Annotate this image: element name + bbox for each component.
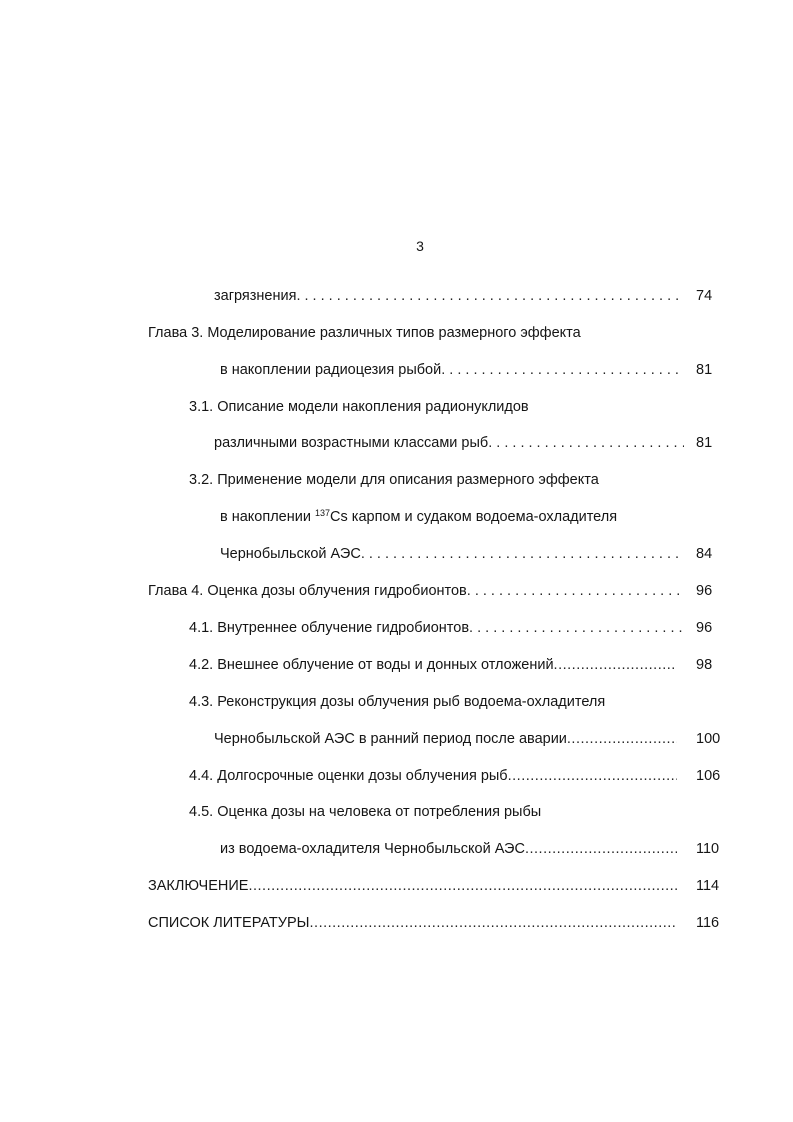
toc-chapter-heading[interactable]: Глава 3. Моделирование различных типов размерного эффекта — [148, 325, 581, 341]
dot-leader — [488, 433, 684, 453]
toc-entry-page: 96 — [696, 583, 713, 599]
toc-entry[interactable] — [148, 876, 677, 896]
toc-entry-page: 98 — [696, 657, 713, 673]
toc-entry-page: 96 — [696, 620, 713, 636]
dot-leader — [469, 618, 684, 638]
dot-leader — [567, 729, 677, 749]
toc-entry-page: 100 — [696, 731, 721, 747]
isotope-mass-number: 137 — [315, 508, 331, 518]
toc-entry-title: 4.4. Долгосрочные оценки дозы облучения рыб — [189, 768, 508, 784]
title-suffix: Cs карпом и судаком водоема-охладителя — [330, 509, 618, 525]
toc-entry[interactable] — [189, 766, 677, 786]
toc-entry-title: ЗАКЛЮЧЕНИЕ — [148, 878, 249, 894]
toc-entry-title: СПИСОК ЛИТЕРАТУРЫ — [148, 915, 310, 931]
toc-entry-page: 81 — [696, 362, 713, 378]
title-prefix: в накоплении — [220, 509, 315, 525]
toc-entry[interactable] — [220, 360, 684, 380]
dot-leader — [310, 913, 677, 933]
toc-entry-title: 4.1. Внутреннее облучение гидробионтов — [189, 620, 470, 636]
toc-entry[interactable] — [220, 839, 677, 859]
toc-entry-page: 84 — [696, 546, 713, 562]
toc-entry-page: 106 — [696, 768, 721, 784]
dot-leader — [525, 839, 677, 859]
dot-leader — [248, 876, 677, 896]
toc-entry-page: 74 — [696, 288, 713, 304]
toc-entry-title: загрязнения — [214, 288, 297, 304]
toc-entry-title: различными возрастными классами рыб — [214, 435, 489, 451]
toc-section-heading[interactable]: 3.2. Применение модели для описания размерного эффекта — [189, 472, 599, 488]
toc-entry[interactable] — [214, 729, 677, 749]
toc-entry-page: 114 — [696, 878, 720, 894]
dot-leader — [508, 766, 677, 786]
toc-entry-title: из водоема-охладителя Чернобыльской АЭС — [220, 841, 525, 857]
toc-section-heading-continued[interactable] — [220, 507, 617, 527]
toc-section-heading[interactable]: 3.1. Описание модели накопления радионуклидов — [189, 399, 529, 415]
toc-entry-page: 81 — [696, 435, 713, 451]
toc-entry-page: 110 — [696, 841, 720, 857]
toc-entry[interactable] — [189, 618, 684, 638]
toc-entry[interactable] — [148, 913, 677, 933]
dot-leader — [554, 655, 677, 675]
toc-entry[interactable] — [214, 433, 684, 453]
dot-leader — [441, 360, 684, 380]
toc-section-heading[interactable]: 4.3. Реконструкция дозы облучения рыб водоема-охладителя — [189, 694, 606, 710]
dot-leader — [296, 286, 684, 306]
toc-entry[interactable] — [189, 655, 677, 675]
toc-entry[interactable] — [220, 544, 684, 564]
toc-entry-page: 116 — [696, 915, 720, 931]
toc-entry[interactable] — [148, 581, 684, 601]
toc-entry[interactable] — [214, 286, 684, 306]
toc-entry-title: Глава 4. Оценка дозы облучения гидробионтов — [148, 583, 467, 599]
dot-leader — [467, 581, 684, 601]
dot-leader — [361, 544, 684, 564]
toc-entry-title: в накоплении радиоцезия рыбой — [220, 362, 442, 378]
toc-section-heading[interactable]: 4.5. Оценка дозы на человека от потребления рыбы — [189, 804, 542, 820]
toc-entry-title: Чернобыльской АЭС в ранний период после аварии — [214, 731, 567, 747]
page-number: 3 — [416, 238, 424, 254]
toc-entry-title: Чернобыльской АЭС — [220, 546, 361, 562]
toc-entry-title: 4.2. Внешнее облучение от воды и донных отложений — [189, 657, 554, 673]
